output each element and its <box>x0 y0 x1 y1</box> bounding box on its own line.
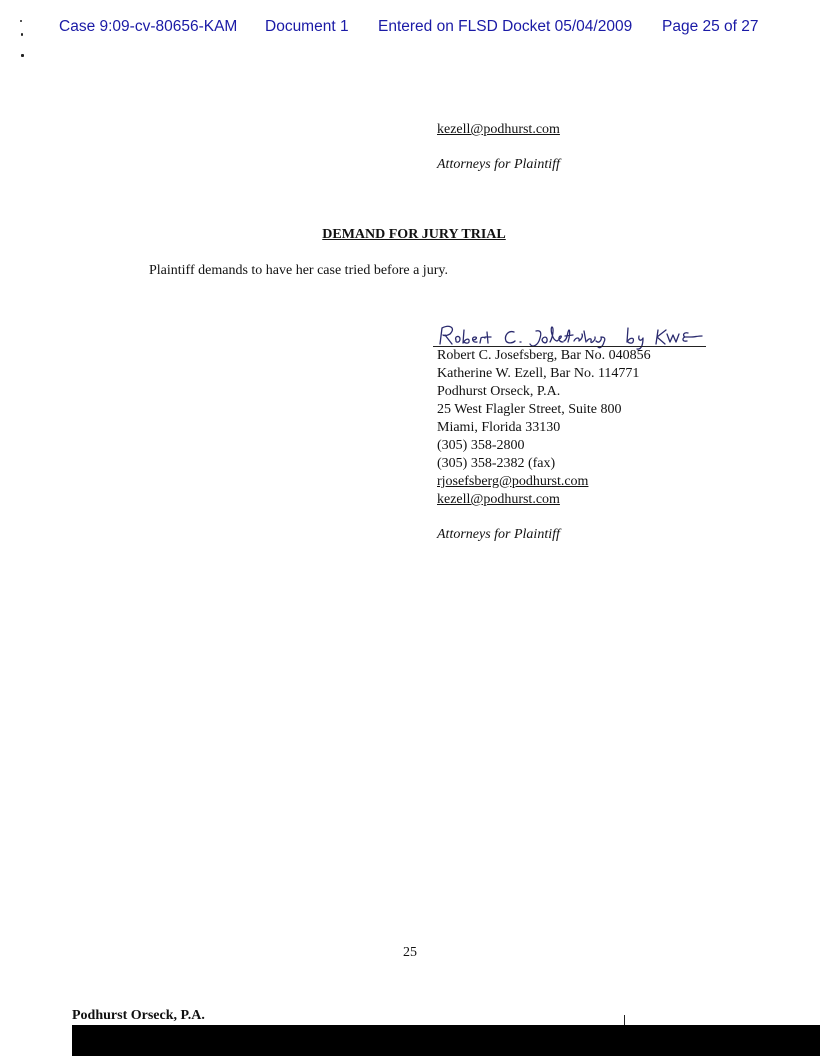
attorney-2: Katherine W. Ezell, Bar No. 114771 <box>437 366 640 381</box>
attorney-1: Robert C. Josefsberg, Bar No. 040856 <box>437 348 651 363</box>
firm-street: 25 West Flagler Street, Suite 800 <box>437 402 622 417</box>
docket-header <box>0 0 820 40</box>
margin-dot <box>21 54 24 57</box>
jury-demand-text: Plaintiff demands to have her case tried before a jury. <box>149 263 448 278</box>
page-count: Page 25 of 27 <box>662 18 759 35</box>
docket-entry-date: Entered on FLSD Docket 05/04/2009 <box>378 18 633 35</box>
firm-phone: (305) 358-2800 <box>437 438 525 453</box>
case-number: Case 9:09-cv-80656-KAM <box>59 18 238 35</box>
top-role: Attorneys for Plaintiff <box>437 157 560 172</box>
document-number: Document 1 <box>265 18 349 35</box>
firm-name: Podhurst Orseck, P.A. <box>437 384 561 399</box>
firm-city: Miami, Florida 33130 <box>437 420 561 435</box>
jury-demand-heading: DEMAND FOR JURY TRIAL <box>322 227 506 242</box>
email-link-josefsberg[interactable]: rjosefsberg@podhurst.com <box>437 474 589 489</box>
margin-dot <box>20 20 22 22</box>
email-link-ezell[interactable]: kezell@podhurst.com <box>437 492 560 507</box>
margin-dot <box>21 33 23 36</box>
footer-black-bar <box>72 1025 820 1056</box>
firm-fax: (305) 358-2382 (fax) <box>437 456 556 471</box>
footer-firm-name: Podhurst Orseck, P.A. <box>72 1008 205 1023</box>
top-email-link[interactable]: kezell@podhurst.com <box>437 122 560 137</box>
signature-role: Attorneys for Plaintiff <box>437 527 560 542</box>
page-number: 25 <box>403 945 417 960</box>
